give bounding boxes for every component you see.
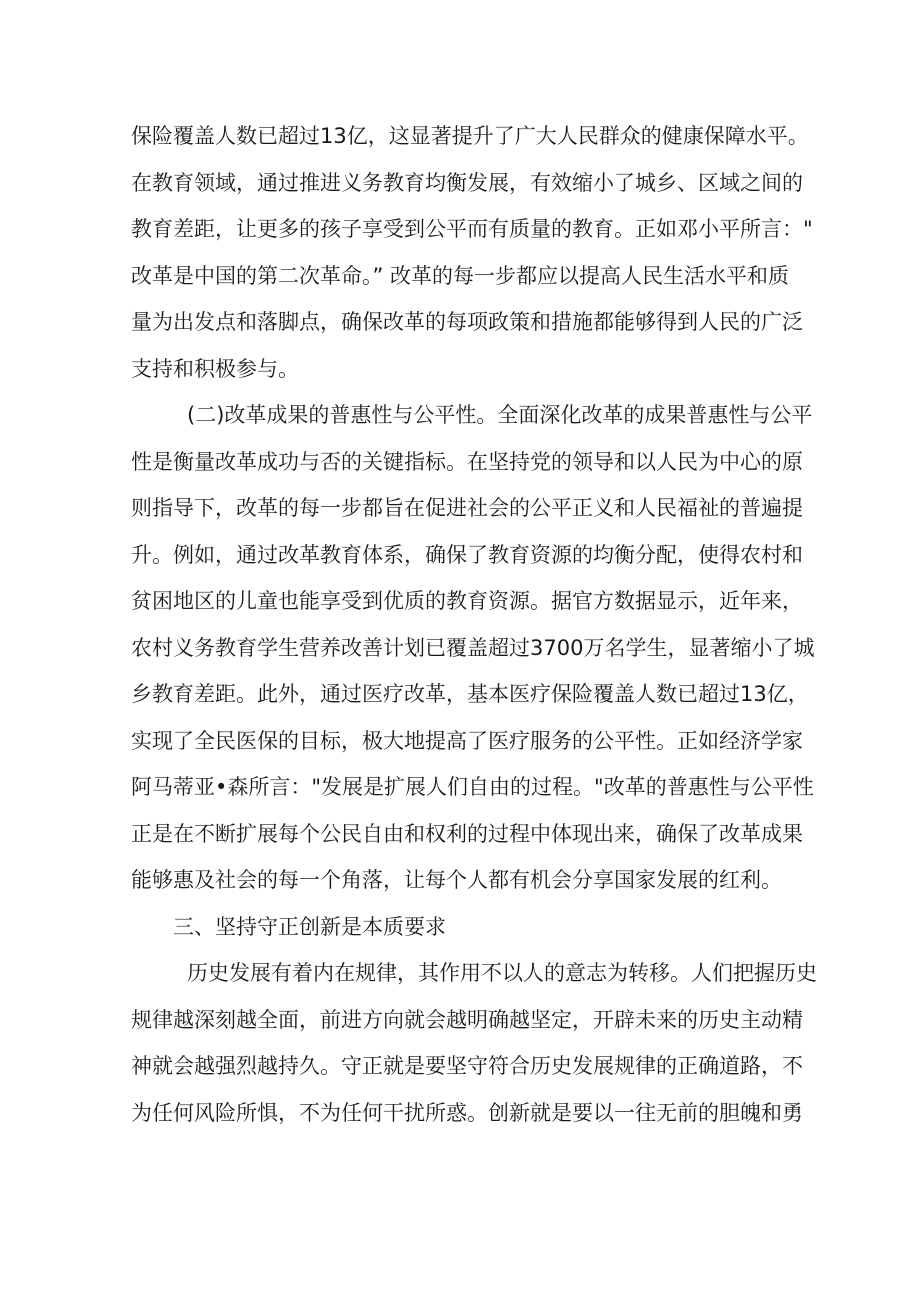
text-line: 在教育领域，通过推进义务教育均衡发展，有效缩小了城乡、区域之间的: [131, 170, 803, 195]
section-heading: [131, 904, 781, 951]
text-line: 支持和积极参与。: [131, 356, 299, 381]
paragraph-history-innovation: [131, 950, 817, 1136]
text-line: 农村义务教育学生营养改善计划已覆盖超过3700万名学生，显著缩小了城: [131, 635, 815, 660]
heading-text: 三、坚持守正创新是本质要求: [173, 914, 446, 939]
text-line: 保险覆盖人数已超过13亿，这显著提升了广大人民群众的健康保障水平。: [131, 124, 809, 148]
text-line: 阿马蒂亚•森所言："发展是扩展人们自由的过程。"改革的普惠性与公平性: [131, 775, 814, 799]
text-line: 量为出发点和落脚点，确保改革的每项政策和措施都能够得到人民的广泛: [131, 310, 803, 334]
text-line: 性是衡量改革成功与否的关键指标。在坚持党的领导和以人民为中心的原: [131, 449, 803, 474]
text-line: 教育差距，让更多的孩子享受到公平而有质量的教育。正如邓小平所言：": [131, 217, 813, 241]
text-line: 规律越深刻越全面，前进方向就会越明确越坚定，开辟未来的历史主动精: [131, 1007, 803, 1032]
text-line: 贫困地区的儿童也能享受到优质的教育资源。据官方数据显示，近年来，: [131, 589, 803, 613]
text-line: 正是在不断扩展每个公民自由和权利的过程中体现出来，确保了改革成果: [131, 821, 803, 846]
text-line: (二)改革成果的普惠性与公平性。全面深化改革的成果普惠性与公平: [187, 403, 813, 427]
text-line: 则指导下，改革的每一步都旨在促进社会的公平正义和人民福祉的普遍提: [131, 496, 803, 520]
paragraph-healthcare-education: [131, 113, 813, 392]
text-line: 为任何风险所惧，不为任何干扰所惑。创新就是要以一往无前的胆魄和勇: [131, 1100, 803, 1125]
text-line: 历史发展有着内在规律，其作用不以人的意志为转移。人们把握历史: [187, 961, 817, 985]
text-line: 乡教育差距。此外，通过医疗改革，基本医疗保险覆盖人数已超过13亿，: [131, 682, 809, 706]
text-line: 升。例如，通过改革教育体系，确保了教育资源的均衡分配，使得农村和: [131, 542, 803, 567]
text-line: 实现了全民医保的目标，极大地提高了医疗服务的公平性。正如经济学家: [131, 728, 803, 753]
paragraph-reform-fairness: [131, 392, 815, 904]
text-line: 改革是中国的第二次革命。” 改革的每一步都应以提高人民生活水平和质: [131, 263, 790, 288]
text-line: 能够惠及社会的每一个角落，让每个人都有机会分享国家发展的红利。: [131, 868, 782, 892]
text-line: 神就会越强烈越持久。守正就是要坚守符合历史发展规律的正确道路，不: [131, 1054, 803, 1078]
document-body: [131, 113, 817, 1136]
